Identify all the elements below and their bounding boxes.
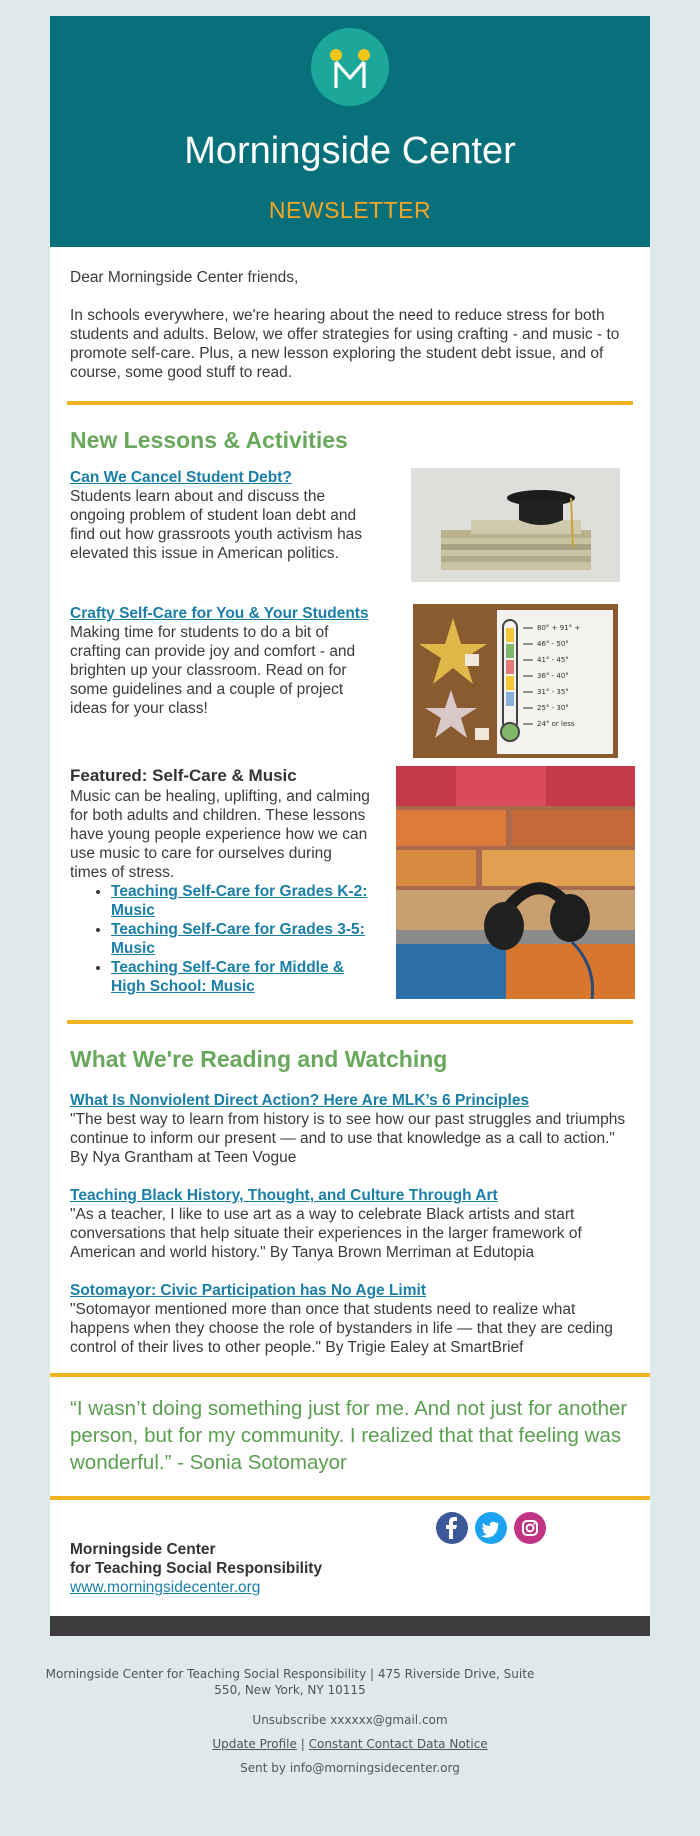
address: Morningside Center for Teaching Social Responsibility | 475 Riverside Drive, Suite 550, New York, NY 10115 (45, 1667, 535, 1697)
chart-label: 24° or less (537, 720, 575, 728)
reading-item (50, 1091, 650, 1167)
chart-label: 46° - 50° (537, 640, 569, 648)
org-name: Morningside Center (70, 1541, 216, 1558)
chart-label: 25° - 30° (537, 704, 569, 712)
newsletter-subtitle: NEWSLETTER (268, 197, 432, 223)
reading-heading: What We're Reading and Watching (70, 1046, 448, 1072)
lesson-item (50, 468, 650, 604)
morningside-logo-icon (311, 28, 389, 106)
intro-section (50, 247, 650, 382)
reading-item (50, 1186, 650, 1262)
address-line (0, 1666, 700, 1698)
reading-link-black-history[interactable]: Teaching Black History, Thought, and Culture Through Art (70, 1187, 498, 1204)
student-debt-image (411, 468, 620, 582)
instagram-icon[interactable] (514, 1512, 546, 1544)
sent-by: Sent by info@morningsidecenter.org (240, 1761, 460, 1775)
lesson-description: Students learn about and discuss the ongoing problem of student loan debt and find out how grassroots youth activism has elevated this issue in American politics. (70, 488, 363, 562)
lesson-item (50, 604, 650, 766)
crafting-image (413, 604, 618, 758)
chart-label: 80° + 91° + (537, 624, 581, 632)
chart-label: 36° - 40° (537, 672, 569, 680)
featured-link-3-5[interactable]: Teaching Self-Care for Grades 3-5: Music (111, 921, 365, 957)
update-profile-link[interactable]: Update Profile (212, 1737, 297, 1751)
reading-item (50, 1281, 650, 1357)
featured-quote: “I wasn’t doing something just for me. And not just for another person, but for my community. I realized that that feeling was wonderful.” - Sonia Sotomayor (70, 1397, 628, 1474)
featured-description: Music can be healing, uplifting, and calming for both adults and children. These lessons have young people experience how we can use music to care for ourselves during times of stress. (70, 788, 370, 881)
lessons-heading: New Lessons & Activities (70, 427, 348, 453)
greeting: Dear Morningside Center friends, (70, 269, 299, 286)
org-website-link[interactable]: www.morningsidecenter.org (70, 1579, 261, 1596)
intro-body: In schools everywhere, we're hearing about the need to reduce stress for both students and adults. Below, we offer strategies for using crafting - and music - to promote self-care. Plus, a new lesson exploring the student debt issue, and of course, some good stuff to read. (70, 307, 620, 381)
featured-link-middle-high[interactable]: Teaching Self-Care for Middle & High School: Music (111, 959, 345, 995)
newsletter-title: Morningside Center (184, 130, 516, 172)
org-footer (50, 1500, 650, 1616)
footer-bar (50, 1616, 650, 1636)
email-footer (0, 1666, 700, 1776)
twitter-icon[interactable] (475, 1512, 507, 1544)
reading-link-mlk[interactable]: What Is Nonviolent Direct Action? Here Are MLK’s 6 Principles (70, 1092, 530, 1109)
chart-label: 41° - 45° (537, 656, 569, 664)
chart-label: 31° - 35° (537, 688, 569, 696)
featured-link-k2[interactable]: Teaching Self-Care for Grades K-2: Music (111, 883, 368, 919)
featured-heading: Featured: Self-Care & Music (70, 766, 297, 785)
lesson-description: Making time for students to do a bit of crafting can provide joy and comfort - and brighten up your classroom. Read on for some guidelines and a couple of project ideas for your class! (70, 624, 356, 717)
newsletter-header (50, 16, 650, 247)
reading-description: "Sotomayor mentioned more than once that students need to realize what happens when they choose the role of bystanders in life — that they are ceding control of their lives to other people." By Trigie Ealey at SmartBrief (70, 1301, 613, 1356)
unsubscribe-link[interactable]: Unsubscribe xxxxxx@gmail.com (252, 1713, 448, 1727)
facebook-icon[interactable] (436, 1512, 468, 1544)
data-notice-link[interactable]: Constant Contact Data Notice (308, 1737, 488, 1751)
headphones-image (396, 766, 635, 999)
link-separator: | (300, 1737, 305, 1751)
lesson-link-student-debt[interactable]: Can We Cancel Student Debt? (70, 469, 292, 486)
org-name-line2: for Teaching Social Responsibility (70, 1560, 323, 1577)
reading-description: "The best way to learn from history is to see how our past struggles and triumphs continue to inform our present — and to use that knowledge as a call to action." By Nya Grantham at Teen Vogue (70, 1111, 626, 1166)
reading-link-sotomayor[interactable]: Sotomayor: Civic Participation has No Age Limit (70, 1282, 426, 1299)
reading-description: "As a teacher, I like to use art as a way to celebrate Black artists and start conversations that help situate their experiences in the larger framework of American and world history." By Tanya Brown Merriman at Edutopia (70, 1206, 582, 1261)
lesson-link-crafty-self-care[interactable]: Crafty Self-Care for You & Your Students (70, 605, 369, 622)
featured-section (50, 766, 650, 1020)
newsletter-container (50, 16, 650, 1636)
